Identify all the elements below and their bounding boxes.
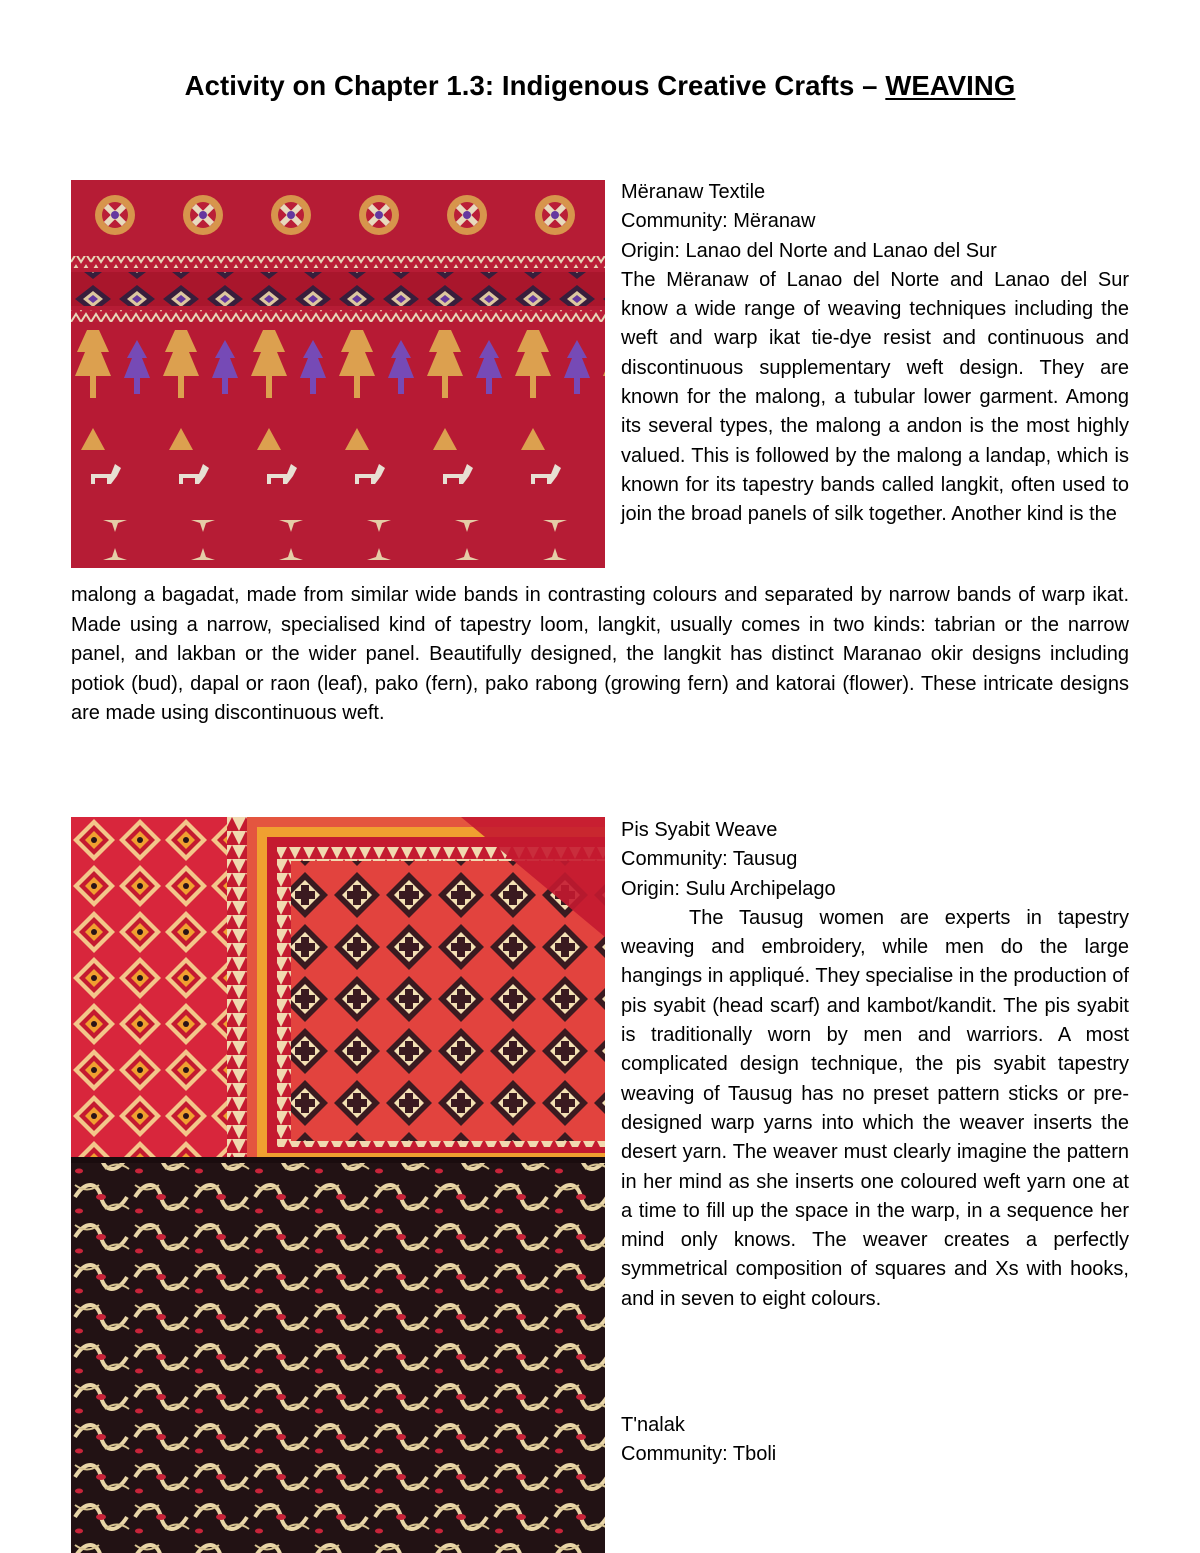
tnalak-name: T'nalak: [621, 1414, 685, 1436]
meranaw-section: [621, 178, 1129, 530]
meranaw-textile-image: [71, 180, 605, 568]
tnalak-section: [621, 1411, 1129, 1470]
meranaw-name: Mëranaw Textile: [621, 181, 766, 203]
pis-syabit-image: [71, 817, 605, 1553]
meranaw-origin: Origin: Lanao del Norte and Lanao del Sur: [621, 239, 997, 262]
page-title: [0, 70, 1200, 102]
pis-syabit-origin: Origin: Sulu Archipelago: [621, 877, 836, 900]
title-prefix: Activity on Chapter 1.3: Indigenous Creative Crafts –: [184, 70, 886, 101]
pis-syabit-section: [621, 816, 1129, 1314]
meranaw-body-wrapped: The Mëranaw of Lanao del Norte and Lanao del Sur know a wide range of weaving techniques including the weft and warp ikat tie-dye resist and continuous and discontinuous supplementary weft design. They are known for the malong, a tubular lower garment. Among its several types, the malong a andon is the most highly valued. This is followed by the malong a landap, which is known for its tapestry bands called langkit, often used to join the broad panels of silk together. Another kind is the: [621, 268, 1129, 526]
meranaw-community: Community: Mëranaw: [621, 210, 816, 233]
title-emphasis: WEAVING: [885, 70, 1016, 101]
pis-syabit-community: Community: Tausug: [621, 848, 798, 871]
tnalak-community: Community: Tboli: [621, 1443, 777, 1466]
pis-syabit-name: Pis Syabit Weave: [621, 819, 778, 841]
meranaw-body-continued: malong a bagadat, made from similar wide bands in contrasting colours and separated by narrow bands of warp ikat. Made using a narrow, specialised kind of tapestry loom, langkit, usually comes in two kinds: tabrian or the narrow panel, and lakban or the wider panel. Beautifully designed, the langkit has distinct Maranao okir designs including potiok (bud), dapal or raon (leaf), pako (fern), pako rabong (growing fern) and katorai (flower). These intricate designs are made using discontinuous weft.: [71, 584, 1129, 724]
pis-syabit-body: The Tausug women are experts in tapestry weaving and embroidery, while men do the large hangings in appliqué. They specialise in the production of pis syabit (head scarf) and kambot/kandit. The pis syabit is traditionally worn by men and warriors. A most complicated design technique, the pis syabit tapestry weaving of Tausug has no preset pattern sticks or pre-designed warp yarns into which the weaver inserts the desert yarn. The weaver must clearly imagine the pattern in her mind as she inserts one coloured weft yarn one at a time to fill up the space in the warp, in a sequence her mind only knows. The weaver creates a perfectly symmetrical composition of squares and Xs with hooks, and in seven to eight colours.: [621, 906, 1129, 1310]
